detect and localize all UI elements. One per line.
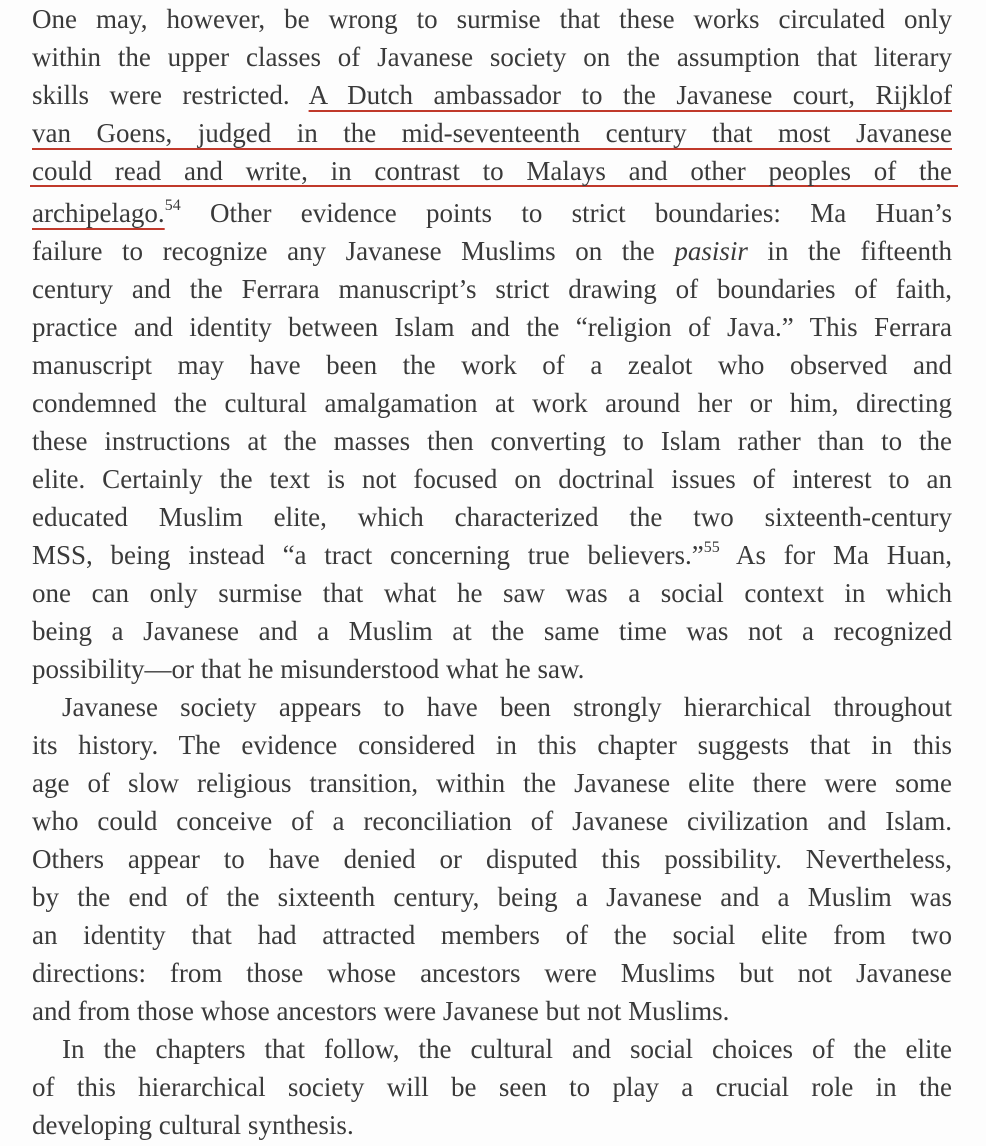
text-segment: As for Ma Huan, [719, 540, 952, 570]
text-segment: A Dutch ambassador to the Javanese court, Rijklof [308, 80, 952, 110]
text-line [32, 614, 952, 648]
text-line [32, 652, 952, 686]
text-segment: condemned the cultural amalgamation at work around her or him, directing [32, 388, 952, 418]
text-segment: Others appear to have denied or disputed this possibility. Nevertheless, [32, 844, 952, 874]
text-segment: elite. Certainly the text is not focused on doctrinal issues of interest to an [32, 464, 952, 494]
text-segment: practice and identity between Islam and the “religion of Java.” This Ferrara [32, 312, 952, 342]
text-segment: skills were restricted. [32, 80, 309, 110]
text-line [32, 994, 952, 1028]
text-segment: MSS, being instead “a tract concerning true believers.” [32, 540, 704, 570]
text-segment: directions: from those whose ancestors were Muslims but not Javanese [32, 958, 952, 988]
text-line [32, 2, 952, 36]
text-segment: One may, however, be wrong to surmise that these works circulated only [32, 4, 952, 34]
text-line [32, 234, 952, 268]
text-line [32, 918, 952, 952]
text-line [32, 576, 952, 610]
text-line [32, 272, 952, 306]
text-line [32, 842, 952, 876]
text-line [32, 880, 952, 914]
footnote-ref: 55 [703, 539, 720, 556]
text-segment: in the fifteenth [747, 236, 952, 266]
italic-term: pasisir [674, 236, 748, 266]
text-segment: developing cultural synthesis. [32, 1110, 354, 1140]
text-line [32, 348, 952, 382]
text-line [32, 728, 952, 762]
text-segment: van Goens, judged in the mid-seventeenth century that most Javanese [32, 118, 952, 148]
text-line [32, 424, 952, 458]
text-segment: century and the Ferrara manuscript’s strict drawing of boundaries of faith, [32, 274, 952, 304]
text-segment: and from those whose ancestors were Javanese but not Muslims. [32, 996, 730, 1026]
text-segment: In the chapters that follow, the cultural and social choices of the elite [62, 1034, 952, 1064]
text-line [32, 78, 952, 112]
text-segment: its history. The evidence considered in this chapter suggests that in this [32, 730, 952, 760]
text-segment: by the end of the sixteenth century, being a Javanese and a Muslim was [32, 882, 952, 912]
text-line [32, 196, 952, 230]
text-segment: within the upper classes of Javanese society on the assumption that literary [32, 42, 952, 72]
text-segment: possibility—or that he misunderstood what he saw. [32, 654, 585, 684]
text-line [32, 310, 952, 344]
text-line [32, 500, 952, 534]
text-segment: these instructions at the masses then converting to Islam rather than to the [32, 426, 952, 456]
text-segment: an identity that had attracted members of the social elite from two [32, 920, 952, 950]
text-line [32, 116, 952, 150]
text-segment: of this hierarchical society will be seen to play a crucial role in the [32, 1072, 952, 1102]
text-line [32, 538, 952, 572]
text-segment: age of slow religious transition, within the Javanese elite there were some [32, 768, 952, 798]
text-line [32, 804, 952, 838]
text-segment: Other evidence points to strict boundaries: Ma Huan’s [180, 198, 952, 228]
text-line [32, 386, 952, 420]
text-line [62, 690, 952, 724]
text-segment: who could conceive of a reconciliation of Javanese civilization and Islam. [32, 806, 952, 836]
text-segment: could read and write, in contrast to Malays and other peoples of the [32, 156, 952, 186]
text-line [32, 462, 952, 496]
text-segment: educated Muslim elite, which characterized the two sixteenth-century [32, 502, 952, 532]
text-segment: being a Javanese and a Muslim at the same time was not a recognized [32, 616, 952, 646]
text-line [32, 1070, 952, 1104]
text-line [32, 1108, 952, 1142]
text-segment: Javanese society appears to have been strongly hierarchical throughout [62, 692, 952, 722]
text-segment: one can only surmise that what he saw was a social context in which [32, 578, 952, 608]
text-line [62, 1032, 952, 1066]
text-line [32, 956, 952, 990]
text-segment: failure to recognize any Javanese Muslims on the [32, 236, 675, 266]
text-line [32, 766, 952, 800]
text-segment: manuscript may have been the work of a zealot who observed and [32, 350, 952, 380]
text-line [32, 40, 952, 74]
text-line [32, 154, 952, 188]
footnote-ref: 54 [164, 197, 181, 214]
text-segment: archipelago. [32, 198, 165, 228]
